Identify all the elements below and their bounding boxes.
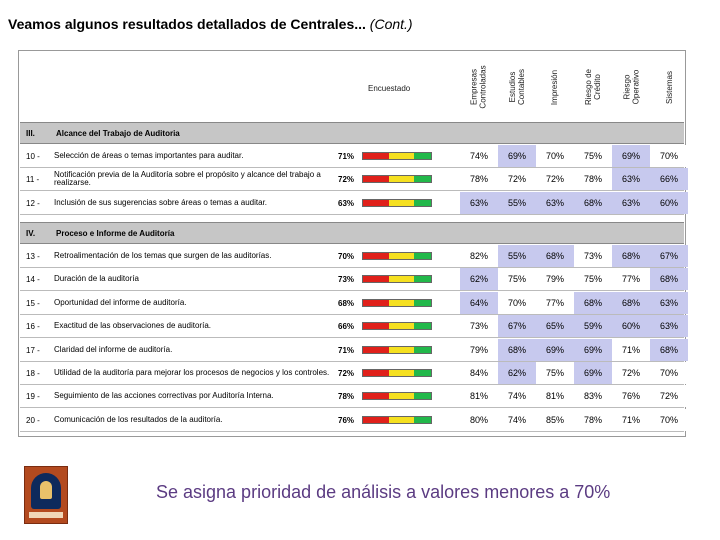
rating-scale-segment bbox=[380, 153, 389, 159]
value-cell: 70% bbox=[650, 409, 688, 431]
rating-scale-segment bbox=[372, 417, 381, 423]
value-cell: 69% bbox=[574, 339, 612, 361]
rating-scale-segment bbox=[389, 347, 398, 353]
row-number: 14 - bbox=[26, 275, 40, 285]
row-number: 11 - bbox=[26, 175, 40, 185]
rating-scale-bar bbox=[362, 175, 432, 183]
value-cell: 63% bbox=[650, 315, 688, 337]
overall-percentage: 78% bbox=[338, 392, 355, 402]
value-cell: 63% bbox=[460, 192, 498, 214]
value-cell: 68% bbox=[650, 339, 688, 361]
rating-scale-segment bbox=[397, 300, 406, 306]
rating-scale-segment bbox=[380, 176, 389, 182]
row-description: Inclusión de sus sugerencias sobre áreas o temas a auditar. bbox=[54, 197, 268, 207]
value-cell: 70% bbox=[536, 145, 574, 167]
column-header-4 bbox=[579, 56, 607, 118]
section-header bbox=[20, 222, 684, 244]
rating-scale-segment bbox=[414, 417, 423, 423]
rating-scale-bar bbox=[362, 152, 432, 160]
table-row bbox=[20, 362, 684, 385]
rating-scale-segment bbox=[389, 417, 398, 423]
rating-scale-segment bbox=[389, 393, 398, 399]
column-header-label bbox=[622, 70, 640, 105]
row-description: Oportunidad del informe de auditoría. bbox=[54, 297, 187, 307]
section-number: III. bbox=[26, 129, 35, 138]
rating-scale-segment bbox=[397, 393, 406, 399]
title-main: Veamos algunos resultados detallados de Centrales... bbox=[8, 16, 366, 32]
column-header-line: Riesgo de bbox=[584, 68, 593, 106]
rating-scale-segment bbox=[406, 347, 415, 353]
column-header-label bbox=[584, 69, 602, 105]
overall-percentage: 73% bbox=[338, 275, 355, 285]
value-cell: 68% bbox=[574, 292, 612, 314]
rating-scale-segment bbox=[423, 276, 432, 282]
rating-scale-segment bbox=[397, 276, 406, 282]
rating-scale-bar bbox=[362, 275, 432, 283]
value-cell: 70% bbox=[650, 362, 688, 384]
logo-shield bbox=[31, 473, 61, 509]
value-cell: 71% bbox=[612, 409, 650, 431]
row-description: Exactitud de las observaciones de auditoría. bbox=[54, 321, 211, 331]
rating-scale-segment bbox=[397, 176, 406, 182]
row-description: Duración de la auditoría bbox=[54, 274, 139, 284]
overall-percentage: 72% bbox=[338, 369, 355, 378]
table-row bbox=[20, 268, 684, 291]
rating-scale-segment bbox=[414, 300, 423, 306]
overall-percentage: 72% bbox=[338, 175, 355, 185]
title-cont: (Cont.) bbox=[369, 16, 413, 32]
value-cell: 85% bbox=[536, 409, 574, 431]
value-cell: 67% bbox=[498, 315, 536, 337]
rating-scale-segment bbox=[423, 393, 432, 399]
rating-scale-bar bbox=[362, 199, 432, 207]
value-cell: 69% bbox=[612, 145, 650, 167]
column-header-label bbox=[470, 65, 488, 108]
rating-scale-segment bbox=[406, 393, 415, 399]
row-description: Retroalimentación de los temas que surgen de las auditorías. bbox=[54, 251, 272, 260]
rating-scale-segment bbox=[372, 370, 381, 376]
overall-percentage: 71% bbox=[338, 152, 355, 161]
table-row bbox=[20, 315, 684, 338]
value-cell: 70% bbox=[650, 145, 688, 167]
column-header-5 bbox=[617, 56, 645, 118]
rating-scale-segment bbox=[389, 300, 398, 306]
row-description: Claridad del informe de auditoría. bbox=[54, 344, 173, 354]
row-number: 10 - bbox=[26, 152, 40, 161]
overall-percentage: 76% bbox=[338, 415, 355, 425]
rating-scale-bar bbox=[362, 392, 432, 400]
rating-scale-bar bbox=[362, 369, 432, 377]
rating-scale-segment bbox=[423, 153, 432, 159]
rating-scale-segment bbox=[423, 300, 432, 306]
value-cell: 68% bbox=[536, 245, 574, 267]
row-number: 20 - bbox=[26, 415, 40, 425]
rating-scale-segment bbox=[389, 323, 398, 329]
row-description: Selección de áreas o temas importantes para auditar. bbox=[54, 151, 244, 160]
value-cell: 63% bbox=[612, 168, 650, 190]
rating-scale-segment bbox=[363, 323, 372, 329]
value-cell: 84% bbox=[460, 362, 498, 384]
rating-scale-segment bbox=[372, 347, 381, 353]
row-number: 12 - bbox=[26, 198, 40, 208]
value-cell: 65% bbox=[536, 315, 574, 337]
rating-scale-segment bbox=[372, 300, 381, 306]
value-cell: 63% bbox=[650, 292, 688, 314]
encuestado-header: Encuestado bbox=[368, 84, 411, 93]
table-row bbox=[20, 145, 684, 168]
row-description: Utilidad de la auditoría para mejorar los procesos de negocios y los controles. bbox=[54, 368, 330, 377]
row-number: 13 - bbox=[26, 252, 40, 261]
value-cell: 55% bbox=[498, 192, 536, 214]
rating-scale-segment bbox=[406, 200, 415, 206]
rating-scale-segment bbox=[423, 253, 432, 259]
rating-scale-segment bbox=[414, 323, 423, 329]
rating-scale-segment bbox=[372, 153, 381, 159]
rating-scale-bar bbox=[362, 346, 432, 354]
value-cell: 66% bbox=[650, 168, 688, 190]
rating-scale-bar bbox=[362, 416, 432, 424]
value-cell: 69% bbox=[574, 362, 612, 384]
rating-scale-segment bbox=[380, 323, 389, 329]
rating-scale-segment bbox=[372, 323, 381, 329]
rating-scale-bar bbox=[362, 322, 432, 330]
value-cell: 64% bbox=[460, 292, 498, 314]
rating-scale-segment bbox=[363, 200, 372, 206]
table-row bbox=[20, 192, 684, 215]
value-cell: 77% bbox=[536, 292, 574, 314]
rating-scale-segment bbox=[397, 347, 406, 353]
rating-scale-segment bbox=[406, 300, 415, 306]
rating-scale-segment bbox=[389, 253, 398, 259]
rating-scale-segment bbox=[363, 153, 372, 159]
rating-scale-segment bbox=[389, 370, 398, 376]
value-cell: 74% bbox=[498, 409, 536, 431]
value-cell: 73% bbox=[460, 315, 498, 337]
value-cell: 75% bbox=[498, 268, 536, 290]
rating-scale-segment bbox=[372, 393, 381, 399]
value-cell: 81% bbox=[536, 385, 574, 407]
rating-scale-segment bbox=[406, 370, 415, 376]
rating-scale-segment bbox=[363, 370, 372, 376]
column-header-label bbox=[665, 71, 674, 104]
rating-scale-segment bbox=[363, 393, 372, 399]
rating-scale-segment bbox=[397, 153, 406, 159]
logo-emblem bbox=[40, 481, 52, 499]
value-cell: 68% bbox=[612, 292, 650, 314]
row-number: 17 - bbox=[26, 345, 40, 355]
rating-scale-segment bbox=[380, 200, 389, 206]
rating-scale-segment bbox=[423, 176, 432, 182]
column-header-1 bbox=[465, 56, 493, 118]
column-header-line: Contables bbox=[517, 68, 526, 106]
rating-scale-segment bbox=[380, 370, 389, 376]
column-header-line: Operativo bbox=[631, 69, 640, 105]
value-cell: 68% bbox=[498, 339, 536, 361]
table-row bbox=[20, 385, 684, 408]
value-cell: 60% bbox=[650, 192, 688, 214]
rating-scale-segment bbox=[406, 276, 415, 282]
value-cell: 78% bbox=[574, 168, 612, 190]
value-cell: 72% bbox=[650, 385, 688, 407]
value-cell: 63% bbox=[612, 192, 650, 214]
column-header-6 bbox=[655, 56, 683, 118]
value-cell: 68% bbox=[650, 268, 688, 290]
table-row bbox=[20, 292, 684, 315]
rating-scale-segment bbox=[372, 176, 381, 182]
rating-scale-segment bbox=[414, 370, 423, 376]
rating-scale-segment bbox=[380, 417, 389, 423]
rating-scale-segment bbox=[363, 300, 372, 306]
priority-note: Se asigna prioridad de análisis a valores menores a 70% bbox=[156, 482, 611, 502]
rating-scale-segment bbox=[406, 153, 415, 159]
overall-percentage: 71% bbox=[338, 345, 355, 355]
rating-scale-segment bbox=[397, 200, 406, 206]
row-number: 16 - bbox=[26, 322, 40, 332]
row-description: Comunicación de los resultados de la auditoría. bbox=[54, 414, 223, 424]
row-description: Seguimiento de las acciones correctivas por Auditoría Interna. bbox=[54, 391, 274, 401]
value-cell: 78% bbox=[460, 168, 498, 190]
section-header bbox=[20, 122, 684, 144]
rating-scale-segment bbox=[423, 323, 432, 329]
value-cell: 72% bbox=[498, 168, 536, 190]
value-cell: 72% bbox=[536, 168, 574, 190]
rating-scale-segment bbox=[423, 200, 432, 206]
rating-scale-segment bbox=[389, 200, 398, 206]
value-cell: 80% bbox=[460, 409, 498, 431]
rating-scale-segment bbox=[414, 276, 423, 282]
column-header-2 bbox=[503, 56, 531, 118]
rating-scale-segment bbox=[389, 176, 398, 182]
rating-scale-segment bbox=[380, 347, 389, 353]
rating-scale-segment bbox=[406, 176, 415, 182]
column-header-line: Estudios bbox=[508, 71, 517, 103]
value-cell: 74% bbox=[460, 145, 498, 167]
value-cell: 72% bbox=[612, 362, 650, 384]
row-number: 19 - bbox=[26, 392, 40, 402]
value-cell: 78% bbox=[574, 409, 612, 431]
table-row bbox=[20, 409, 684, 432]
rating-scale-segment bbox=[380, 276, 389, 282]
column-header-3 bbox=[541, 56, 569, 118]
rating-scale-segment bbox=[406, 253, 415, 259]
table-row bbox=[20, 168, 684, 191]
rating-scale-segment bbox=[380, 393, 389, 399]
rating-scale-segment bbox=[414, 253, 423, 259]
row-number: 15 - bbox=[26, 298, 40, 308]
rating-scale-segment bbox=[406, 417, 415, 423]
value-cell: 68% bbox=[612, 245, 650, 267]
column-header-label bbox=[551, 69, 560, 104]
value-cell: 67% bbox=[650, 245, 688, 267]
rating-scale-segment bbox=[406, 323, 415, 329]
rating-scale-segment bbox=[397, 370, 406, 376]
rating-scale-segment bbox=[363, 176, 372, 182]
rating-scale-segment bbox=[423, 347, 432, 353]
table-row bbox=[20, 245, 684, 268]
value-cell: 76% bbox=[612, 385, 650, 407]
column-header-line: Impresión bbox=[550, 69, 560, 105]
rating-scale-segment bbox=[414, 153, 423, 159]
value-cell: 79% bbox=[460, 339, 498, 361]
value-cell: 81% bbox=[460, 385, 498, 407]
rating-scale-segment bbox=[389, 153, 398, 159]
logo-caption bbox=[29, 512, 63, 518]
value-cell: 75% bbox=[574, 268, 612, 290]
value-cell: 62% bbox=[498, 362, 536, 384]
section-label: Proceso e Informe de Auditoría bbox=[56, 229, 175, 238]
value-cell: 70% bbox=[498, 292, 536, 314]
institution-logo bbox=[24, 466, 68, 524]
column-header-line: Controladas bbox=[479, 65, 489, 109]
value-cell: 69% bbox=[536, 339, 574, 361]
rating-scale-segment bbox=[380, 253, 389, 259]
section-label: Alcance del Trabajo de Auditoria bbox=[56, 129, 180, 138]
column-header-line: Empresas bbox=[470, 68, 480, 106]
column-header-line: Sistemas bbox=[664, 70, 674, 104]
value-cell: 82% bbox=[460, 245, 498, 267]
value-cell: 62% bbox=[460, 268, 498, 290]
rating-scale-segment bbox=[414, 393, 423, 399]
value-cell: 59% bbox=[574, 315, 612, 337]
overall-percentage: 68% bbox=[338, 298, 355, 308]
rating-scale-segment bbox=[397, 323, 406, 329]
table-row bbox=[20, 339, 684, 362]
rating-scale-segment bbox=[397, 253, 406, 259]
value-cell: 74% bbox=[498, 385, 536, 407]
rating-scale-segment bbox=[363, 253, 372, 259]
value-cell: 60% bbox=[612, 315, 650, 337]
rating-scale-segment bbox=[363, 417, 372, 423]
rating-scale-segment bbox=[380, 300, 389, 306]
row-number: 18 - bbox=[26, 369, 40, 378]
overall-percentage: 63% bbox=[338, 198, 355, 208]
value-cell: 73% bbox=[574, 245, 612, 267]
rating-scale-segment bbox=[414, 200, 423, 206]
column-header-line: Riesgo bbox=[622, 74, 631, 100]
rating-scale-segment bbox=[372, 253, 381, 259]
value-cell: 68% bbox=[574, 192, 612, 214]
value-cell: 77% bbox=[612, 268, 650, 290]
value-cell: 71% bbox=[612, 339, 650, 361]
value-cell: 63% bbox=[536, 192, 574, 214]
value-cell: 75% bbox=[574, 145, 612, 167]
rating-scale-bar bbox=[362, 252, 432, 260]
overall-percentage: 66% bbox=[338, 322, 355, 332]
column-header-line: Crédito bbox=[593, 74, 602, 100]
rating-scale-segment bbox=[423, 370, 432, 376]
value-cell: 55% bbox=[498, 245, 536, 267]
rating-scale-segment bbox=[372, 200, 381, 206]
value-cell: 75% bbox=[536, 362, 574, 384]
value-cell: 69% bbox=[498, 145, 536, 167]
rating-scale-segment bbox=[414, 347, 423, 353]
overall-percentage: 70% bbox=[338, 252, 355, 261]
page-title bbox=[8, 16, 413, 32]
rating-scale-segment bbox=[414, 176, 423, 182]
rating-scale-segment bbox=[372, 276, 381, 282]
rating-scale-segment bbox=[363, 347, 372, 353]
column-header-label bbox=[508, 69, 526, 105]
rating-scale-segment bbox=[397, 417, 406, 423]
rating-scale-bar bbox=[362, 299, 432, 307]
section-number: IV. bbox=[26, 229, 36, 238]
rating-scale-segment bbox=[423, 417, 432, 423]
rating-scale-segment bbox=[389, 276, 398, 282]
value-cell: 83% bbox=[574, 385, 612, 407]
row-description: Notificación previa de la Auditoría sobre el propósito y alcance del trabajo a realizarse. bbox=[54, 170, 321, 188]
rating-scale-segment bbox=[363, 276, 372, 282]
value-cell: 79% bbox=[536, 268, 574, 290]
